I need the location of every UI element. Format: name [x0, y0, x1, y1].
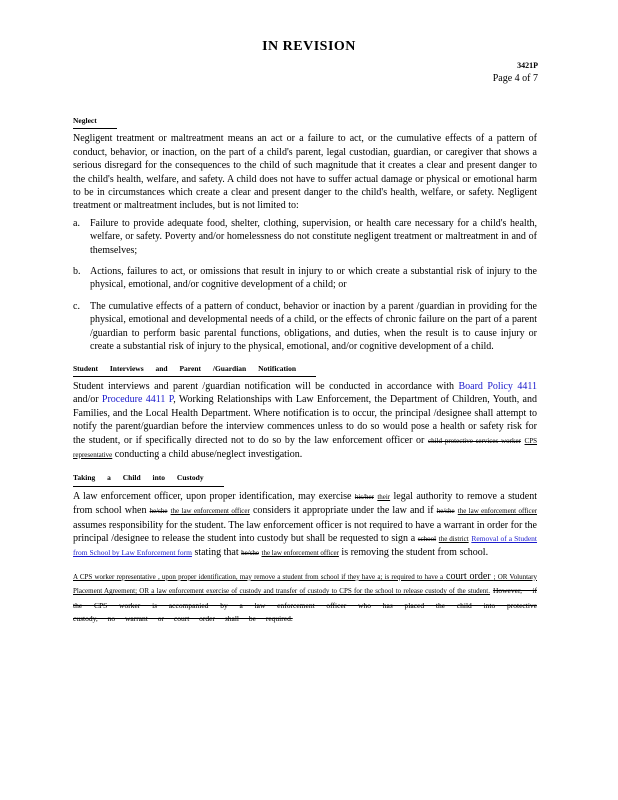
list-item: [73, 300, 537, 354]
deleted-text: his/her: [354, 492, 374, 501]
list-marker: b.: [73, 266, 81, 278]
deleted-text: However, if the CPS worker is accompanied by a law enforcement officer who has placed the child into protective custody, no warrant or court order shall be required.: [73, 586, 537, 623]
document-body: [73, 114, 537, 625]
list-item-text: Failure to provide adequate food, shelter, clothing, supervision, or health care necessary for a child's health, welfare, or safety. Poverty and/or homelessness do not constitute negligent treatment or maltreatment in and of themselves;: [90, 217, 537, 256]
removal-form-link[interactable]: Removal of a Student from School by Law Enforcement form: [73, 533, 538, 558]
deleted-text: he/she: [241, 549, 259, 558]
inserted-text: CPS representative: [73, 436, 538, 459]
custody-heading: Taking a Child into Custody: [73, 471, 224, 486]
text-run: legal authority to remove a student from school when: [73, 490, 537, 517]
inserted-text: the law enforcement officer: [261, 549, 339, 558]
text-run: conducting a child abuse/neglect investigation.: [112, 448, 303, 460]
custody-section: [73, 471, 537, 486]
notification-section: [73, 362, 537, 377]
text-run: , Working Relationships with Law Enforcement, the Department of Children, Youth, and Families, and the Local Health Department. Where notification is to occur, the principal /designee shall attempt to notify the parent/guardian before the interview commences unless to do so would pose a health or safety risk for the student, or if specifically directed not to do so by the law enforcement officer or: [73, 394, 537, 446]
deleted-text: school: [417, 534, 437, 543]
deleted-text: child protective services worker: [427, 436, 521, 445]
text-run: and/or: [73, 394, 102, 406]
neglect-section: [73, 114, 537, 129]
inserted-text: the law enforcement officer: [457, 507, 538, 516]
custody-paragraph: [73, 490, 537, 561]
neglect-paragraph: Negligent treatment or maltreatment means an act or a failure to act, or the cumulative effects of a pattern of conduct, behavior, or inaction, on the part of a child's parent, legal custodian, guardian, or caregiver that shows a serious disregard for the consequences to the child of such magnitude that it creates a clear and present danger to the child's health, welfare, and safety. A child does not have to suffer actual damage or physical or emotional harm to be in circumstances which create a clear and present danger to the child's health, welfare, or safety. Negligent treatment or maltreatment includes, but is not limited to:: [73, 133, 537, 212]
notification-heading: Student Interviews and Parent /Guardian Notification: [73, 362, 316, 377]
inserted-text: their: [377, 492, 391, 501]
list-item-text: The cumulative effects of a pattern of conduct, behavior or inaction by a parent /guardian in providing for the physical, emotional and developmental needs of a child, or the effects of chronic failure on the part of a parent /guardian to perform basic parental functions, obligations, and duties, when the result is to cause injury or create a substantial risk of injury to the physical, emotional, and/or cognitive development of a child.: [90, 300, 537, 353]
deleted-text: he/she: [149, 507, 168, 516]
inserted-text: ; OR Voluntary Placement Agreement; OR a law enforcement exercise of custody and transfer of custody to CPS for the school to release custody of the student.: [73, 572, 537, 596]
deleted-text: he/she: [436, 507, 455, 516]
page-number: Page 4 of 7: [492, 73, 538, 84]
inserted-text: the law enforcement officer: [170, 507, 250, 516]
text-run: court order: [443, 570, 494, 582]
text-run: is removing the student from school.: [338, 547, 489, 559]
text-run: assumes responsibility for the student. The law enforcement officer is not required to have a warrant in order for the principal /designee to release the student into custody but shall be requested to sign a: [73, 519, 537, 544]
cps-paragraph: [73, 570, 537, 626]
list-marker: c.: [73, 300, 80, 312]
revision-title: IN REVISION: [262, 39, 356, 54]
board-policy-link[interactable]: Board Policy 4411: [458, 380, 538, 392]
text-run: stating that: [191, 547, 242, 559]
procedure-link[interactable]: Procedure 4411 P: [101, 394, 174, 406]
list-item: [73, 265, 537, 292]
inserted-text: A CPS worker representative , upon proper identification, may remove a student from school if they have a; is required to have a: [73, 572, 444, 581]
list-marker: a.: [73, 217, 80, 229]
notification-paragraph: [73, 380, 537, 462]
text-run: considers it appropriate under the law and if: [249, 505, 437, 517]
document-number: 3421P: [517, 61, 538, 70]
text-run: Student interviews and parent /guardian notification will be conducted in accordance with: [73, 380, 459, 392]
neglect-heading: Neglect: [73, 114, 117, 129]
text-run: A law enforcement officer, upon proper identification, may exercise: [73, 490, 355, 502]
neglect-list: [73, 217, 537, 354]
list-item: [73, 217, 537, 257]
list-item-text: Actions, failures to act, or omissions that result in injury to or which create a substantial risk of injury to the physical, emotional, and/or cognitive development of a child; or: [90, 266, 537, 291]
inserted-text: the district: [438, 534, 469, 543]
